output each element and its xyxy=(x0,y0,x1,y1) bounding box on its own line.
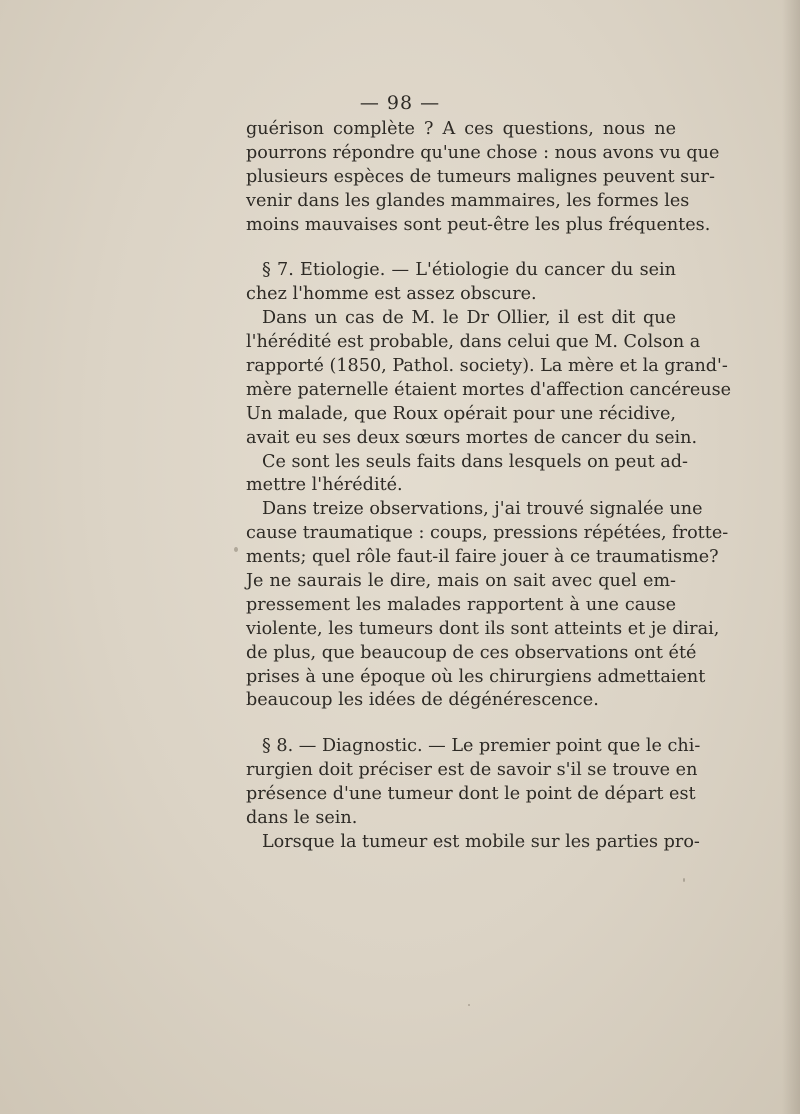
section-heading-line: § 7. Etiologie. — L'étiologie du cancer du sein xyxy=(262,260,676,281)
text-line: rurgien doit préciser est de savoir s'il se trouve en xyxy=(246,760,698,781)
text-line: plusieurs espèces de tumeurs malignes peuvent sur- xyxy=(246,166,715,187)
paper-blemish xyxy=(234,547,238,552)
page-number: — 98 — xyxy=(359,92,441,114)
text-line: pressement les malades rapportent à une cause xyxy=(246,594,676,615)
text-line: avait eu ses deux sœurs mortes de cancer du sein. xyxy=(246,427,698,448)
text-line: venir dans les glandes mammaires, les formes les xyxy=(246,190,690,211)
text-line: prises à une époque où les chirurgiens admettaient xyxy=(246,666,706,687)
text-line: cause traumatique : coups, pressions répétées, frotte- xyxy=(246,523,729,544)
text-line: présence d'une tumeur dont le point de départ est xyxy=(246,784,696,805)
paper-blemish xyxy=(468,1004,470,1006)
text-line: dans le sein. xyxy=(246,808,358,829)
paragraph-gap xyxy=(246,713,676,735)
text-line: mettre l'hérédité. xyxy=(246,475,403,496)
paragraph-gap xyxy=(246,237,676,259)
text-line: violente, les tumeurs dont ils sont atteints et je dirai, xyxy=(246,618,720,639)
text-line: chez l'homme est assez obscure. xyxy=(246,284,537,305)
page-edge-shadow xyxy=(782,0,800,1114)
text-line: mère paternelle étaient mortes d'affection cancéreuse xyxy=(246,379,732,400)
paper-blemish xyxy=(683,878,685,882)
text-line: Dans treize observations, j'ai trouvé signalée une xyxy=(262,499,703,520)
text-line: pourrons répondre qu'une chose : nous avons vu que xyxy=(246,142,720,163)
text-line: l'hérédité est probable, dans celui que M. Colson a xyxy=(246,332,701,353)
text-line: Un malade, que Roux opérait pour une récidive, xyxy=(246,403,676,424)
section-heading-line: § 8. — Diagnostic. — Le premier point que le chi- xyxy=(262,736,701,757)
text-line: beaucoup les idées de dégénérescence. xyxy=(246,690,599,711)
text-line: rapporté (1850, Pathol. society). La mère et la grand'- xyxy=(246,356,728,377)
text-line: ments; quel rôle faut-il faire jouer à ce traumatisme? xyxy=(246,547,719,568)
body-text xyxy=(246,118,732,855)
text-line: Lorsque la tumeur est mobile sur les parties pro- xyxy=(262,831,700,852)
text-line: guérison complète ? A ces questions, nous ne xyxy=(246,119,676,139)
text-line: de plus, que beaucoup de ces observations ont été xyxy=(246,642,697,663)
text-line: moins mauvaises sont peut-être les plus fréquentes. xyxy=(246,214,711,235)
text-line: Je ne saurais le dire, mais on sait avec quel em- xyxy=(246,571,676,592)
text-line: Dans un cas de M. le Dr Ollier, il est dit que xyxy=(262,308,676,329)
text-line: Ce sont les seuls faits dans lesquels on peut ad- xyxy=(262,451,688,472)
